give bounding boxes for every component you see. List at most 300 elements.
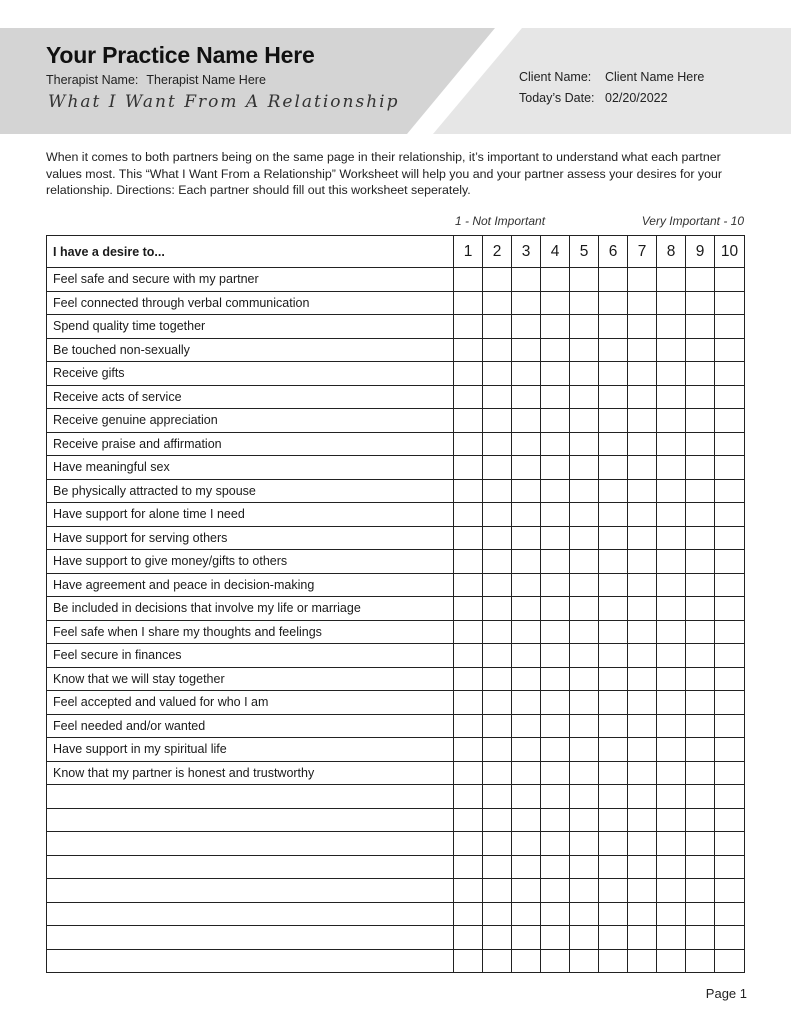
rating-cell-4[interactable] [541, 503, 570, 527]
rating-cell-5[interactable] [570, 855, 599, 879]
rating-cell-7[interactable] [628, 573, 657, 597]
rating-cell-1[interactable] [454, 714, 483, 738]
rating-cell-2[interactable] [483, 268, 512, 292]
rating-cell-6[interactable] [599, 479, 628, 503]
rating-cell-7[interactable] [628, 644, 657, 668]
rating-cell-7[interactable] [628, 362, 657, 386]
rating-cell-8[interactable] [657, 526, 686, 550]
rating-cell-3[interactable] [512, 526, 541, 550]
rating-cell-9[interactable] [686, 503, 715, 527]
rating-cell-10[interactable] [715, 456, 745, 480]
rating-cell-5[interactable] [570, 808, 599, 832]
rating-cell-1[interactable] [454, 879, 483, 903]
rating-cell-9[interactable] [686, 785, 715, 809]
rating-cell-9[interactable] [686, 808, 715, 832]
rating-cell-8[interactable] [657, 268, 686, 292]
rating-cell-6[interactable] [599, 456, 628, 480]
rating-cell-5[interactable] [570, 550, 599, 574]
rating-cell-5[interactable] [570, 761, 599, 785]
rating-cell-3[interactable] [512, 761, 541, 785]
rating-cell-4[interactable] [541, 667, 570, 691]
rating-cell-10[interactable] [715, 291, 745, 315]
rating-cell-5[interactable] [570, 714, 599, 738]
rating-cell-4[interactable] [541, 550, 570, 574]
rating-cell-5[interactable] [570, 315, 599, 339]
rating-cell-3[interactable] [512, 808, 541, 832]
rating-cell-7[interactable] [628, 291, 657, 315]
rating-cell-8[interactable] [657, 550, 686, 574]
rating-cell-2[interactable] [483, 667, 512, 691]
rating-cell-5[interactable] [570, 785, 599, 809]
rating-cell-6[interactable] [599, 855, 628, 879]
rating-cell-1[interactable] [454, 832, 483, 856]
rating-cell-1[interactable] [454, 808, 483, 832]
rating-cell-1[interactable] [454, 315, 483, 339]
rating-cell-3[interactable] [512, 315, 541, 339]
rating-cell-5[interactable] [570, 456, 599, 480]
rating-cell-10[interactable] [715, 738, 745, 762]
rating-cell-2[interactable] [483, 738, 512, 762]
rating-cell-4[interactable] [541, 291, 570, 315]
rating-cell-6[interactable] [599, 785, 628, 809]
rating-cell-3[interactable] [512, 550, 541, 574]
rating-cell-9[interactable] [686, 362, 715, 386]
rating-cell-5[interactable] [570, 926, 599, 950]
rating-cell-7[interactable] [628, 714, 657, 738]
rating-cell-2[interactable] [483, 526, 512, 550]
rating-cell-7[interactable] [628, 761, 657, 785]
rating-cell-5[interactable] [570, 479, 599, 503]
rating-cell-8[interactable] [657, 855, 686, 879]
rating-cell-6[interactable] [599, 879, 628, 903]
rating-cell-8[interactable] [657, 620, 686, 644]
rating-cell-6[interactable] [599, 432, 628, 456]
rating-cell-1[interactable] [454, 620, 483, 644]
rating-cell-3[interactable] [512, 714, 541, 738]
rating-cell-1[interactable] [454, 785, 483, 809]
rating-cell-5[interactable] [570, 385, 599, 409]
rating-cell-6[interactable] [599, 620, 628, 644]
rating-cell-8[interactable] [657, 644, 686, 668]
rating-cell-6[interactable] [599, 949, 628, 973]
rating-cell-10[interactable] [715, 832, 745, 856]
rating-cell-1[interactable] [454, 738, 483, 762]
rating-cell-6[interactable] [599, 691, 628, 715]
rating-cell-10[interactable] [715, 879, 745, 903]
rating-cell-3[interactable] [512, 479, 541, 503]
rating-cell-8[interactable] [657, 597, 686, 621]
rating-cell-3[interactable] [512, 738, 541, 762]
rating-cell-3[interactable] [512, 385, 541, 409]
rating-cell-9[interactable] [686, 926, 715, 950]
rating-cell-5[interactable] [570, 902, 599, 926]
rating-cell-1[interactable] [454, 362, 483, 386]
rating-cell-1[interactable] [454, 479, 483, 503]
rating-cell-5[interactable] [570, 879, 599, 903]
rating-cell-10[interactable] [715, 620, 745, 644]
rating-cell-10[interactable] [715, 597, 745, 621]
rating-cell-10[interactable] [715, 667, 745, 691]
rating-cell-8[interactable] [657, 714, 686, 738]
rating-cell-3[interactable] [512, 902, 541, 926]
rating-cell-7[interactable] [628, 409, 657, 433]
rating-cell-6[interactable] [599, 503, 628, 527]
rating-cell-4[interactable] [541, 573, 570, 597]
rating-cell-9[interactable] [686, 291, 715, 315]
rating-cell-6[interactable] [599, 315, 628, 339]
rating-cell-6[interactable] [599, 291, 628, 315]
rating-cell-3[interactable] [512, 691, 541, 715]
rating-cell-4[interactable] [541, 785, 570, 809]
rating-cell-6[interactable] [599, 808, 628, 832]
rating-cell-9[interactable] [686, 644, 715, 668]
rating-cell-8[interactable] [657, 879, 686, 903]
rating-cell-1[interactable] [454, 456, 483, 480]
client-name-field[interactable]: Client Name Here [605, 70, 705, 84]
rating-cell-2[interactable] [483, 503, 512, 527]
rating-cell-1[interactable] [454, 432, 483, 456]
rating-cell-4[interactable] [541, 949, 570, 973]
rating-cell-7[interactable] [628, 926, 657, 950]
rating-cell-1[interactable] [454, 526, 483, 550]
rating-cell-1[interactable] [454, 855, 483, 879]
rating-cell-4[interactable] [541, 409, 570, 433]
rating-cell-2[interactable] [483, 409, 512, 433]
rating-cell-2[interactable] [483, 291, 512, 315]
rating-cell-10[interactable] [715, 785, 745, 809]
rating-cell-10[interactable] [715, 644, 745, 668]
rating-cell-8[interactable] [657, 362, 686, 386]
rating-cell-8[interactable] [657, 691, 686, 715]
rating-cell-7[interactable] [628, 808, 657, 832]
rating-cell-2[interactable] [483, 362, 512, 386]
rating-cell-1[interactable] [454, 503, 483, 527]
rating-cell-3[interactable] [512, 785, 541, 809]
rating-cell-5[interactable] [570, 597, 599, 621]
rating-cell-8[interactable] [657, 291, 686, 315]
rating-cell-1[interactable] [454, 949, 483, 973]
rating-cell-9[interactable] [686, 315, 715, 339]
rating-cell-10[interactable] [715, 526, 745, 550]
rating-cell-7[interactable] [628, 503, 657, 527]
rating-cell-8[interactable] [657, 902, 686, 926]
rating-cell-9[interactable] [686, 597, 715, 621]
rating-cell-6[interactable] [599, 902, 628, 926]
rating-cell-3[interactable] [512, 432, 541, 456]
rating-cell-6[interactable] [599, 832, 628, 856]
rating-cell-9[interactable] [686, 456, 715, 480]
rating-cell-1[interactable] [454, 691, 483, 715]
rating-cell-10[interactable] [715, 902, 745, 926]
rating-cell-6[interactable] [599, 597, 628, 621]
rating-cell-5[interactable] [570, 832, 599, 856]
rating-cell-2[interactable] [483, 691, 512, 715]
rating-cell-2[interactable] [483, 432, 512, 456]
rating-cell-7[interactable] [628, 315, 657, 339]
rating-cell-9[interactable] [686, 338, 715, 362]
rating-cell-7[interactable] [628, 785, 657, 809]
rating-cell-5[interactable] [570, 691, 599, 715]
rating-cell-5[interactable] [570, 738, 599, 762]
rating-cell-9[interactable] [686, 714, 715, 738]
rating-cell-2[interactable] [483, 550, 512, 574]
rating-cell-10[interactable] [715, 315, 745, 339]
rating-cell-4[interactable] [541, 338, 570, 362]
rating-cell-4[interactable] [541, 832, 570, 856]
rating-cell-7[interactable] [628, 456, 657, 480]
rating-cell-2[interactable] [483, 926, 512, 950]
rating-cell-3[interactable] [512, 268, 541, 292]
rating-cell-3[interactable] [512, 362, 541, 386]
rating-cell-2[interactable] [483, 620, 512, 644]
rating-cell-2[interactable] [483, 808, 512, 832]
rating-cell-2[interactable] [483, 597, 512, 621]
rating-cell-8[interactable] [657, 573, 686, 597]
rating-cell-10[interactable] [715, 268, 745, 292]
rating-cell-9[interactable] [686, 949, 715, 973]
rating-cell-4[interactable] [541, 362, 570, 386]
rating-cell-7[interactable] [628, 738, 657, 762]
rating-cell-9[interactable] [686, 902, 715, 926]
rating-cell-8[interactable] [657, 315, 686, 339]
rating-cell-3[interactable] [512, 456, 541, 480]
rating-cell-10[interactable] [715, 926, 745, 950]
rating-cell-9[interactable] [686, 738, 715, 762]
rating-cell-8[interactable] [657, 667, 686, 691]
rating-cell-4[interactable] [541, 620, 570, 644]
rating-cell-5[interactable] [570, 409, 599, 433]
rating-cell-10[interactable] [715, 808, 745, 832]
rating-cell-4[interactable] [541, 738, 570, 762]
rating-cell-2[interactable] [483, 761, 512, 785]
rating-cell-8[interactable] [657, 926, 686, 950]
rating-cell-7[interactable] [628, 268, 657, 292]
rating-cell-9[interactable] [686, 855, 715, 879]
rating-cell-7[interactable] [628, 432, 657, 456]
therapist-name-field[interactable]: Therapist Name Here [146, 73, 266, 87]
rating-cell-9[interactable] [686, 879, 715, 903]
rating-cell-10[interactable] [715, 855, 745, 879]
rating-cell-7[interactable] [628, 902, 657, 926]
rating-cell-4[interactable] [541, 761, 570, 785]
rating-cell-9[interactable] [686, 526, 715, 550]
rating-cell-6[interactable] [599, 926, 628, 950]
rating-cell-6[interactable] [599, 573, 628, 597]
rating-cell-8[interactable] [657, 832, 686, 856]
rating-cell-3[interactable] [512, 338, 541, 362]
rating-cell-3[interactable] [512, 573, 541, 597]
rating-cell-8[interactable] [657, 338, 686, 362]
date-field[interactable]: 02/20/2022 [605, 91, 668, 105]
rating-cell-4[interactable] [541, 644, 570, 668]
rating-cell-8[interactable] [657, 785, 686, 809]
rating-cell-3[interactable] [512, 291, 541, 315]
rating-cell-3[interactable] [512, 667, 541, 691]
rating-cell-2[interactable] [483, 902, 512, 926]
rating-cell-4[interactable] [541, 597, 570, 621]
rating-cell-9[interactable] [686, 832, 715, 856]
rating-cell-10[interactable] [715, 503, 745, 527]
rating-cell-5[interactable] [570, 268, 599, 292]
rating-cell-4[interactable] [541, 808, 570, 832]
rating-cell-5[interactable] [570, 338, 599, 362]
rating-cell-1[interactable] [454, 338, 483, 362]
rating-cell-4[interactable] [541, 456, 570, 480]
rating-cell-9[interactable] [686, 432, 715, 456]
rating-cell-5[interactable] [570, 362, 599, 386]
rating-cell-2[interactable] [483, 949, 512, 973]
rating-cell-5[interactable] [570, 949, 599, 973]
rating-cell-7[interactable] [628, 550, 657, 574]
rating-cell-1[interactable] [454, 291, 483, 315]
rating-cell-2[interactable] [483, 644, 512, 668]
rating-cell-4[interactable] [541, 902, 570, 926]
rating-cell-6[interactable] [599, 268, 628, 292]
rating-cell-4[interactable] [541, 315, 570, 339]
rating-cell-3[interactable] [512, 926, 541, 950]
rating-cell-9[interactable] [686, 620, 715, 644]
rating-cell-3[interactable] [512, 879, 541, 903]
rating-cell-2[interactable] [483, 479, 512, 503]
rating-cell-7[interactable] [628, 855, 657, 879]
rating-cell-4[interactable] [541, 479, 570, 503]
rating-cell-10[interactable] [715, 479, 745, 503]
rating-cell-9[interactable] [686, 385, 715, 409]
rating-cell-1[interactable] [454, 573, 483, 597]
rating-cell-5[interactable] [570, 526, 599, 550]
rating-cell-8[interactable] [657, 738, 686, 762]
rating-cell-3[interactable] [512, 597, 541, 621]
rating-cell-6[interactable] [599, 338, 628, 362]
rating-cell-6[interactable] [599, 526, 628, 550]
rating-cell-3[interactable] [512, 644, 541, 668]
rating-cell-1[interactable] [454, 644, 483, 668]
rating-cell-7[interactable] [628, 385, 657, 409]
rating-cell-7[interactable] [628, 479, 657, 503]
rating-cell-10[interactable] [715, 432, 745, 456]
rating-cell-6[interactable] [599, 644, 628, 668]
rating-cell-4[interactable] [541, 268, 570, 292]
rating-cell-10[interactable] [715, 550, 745, 574]
rating-cell-4[interactable] [541, 691, 570, 715]
rating-cell-7[interactable] [628, 832, 657, 856]
rating-cell-3[interactable] [512, 855, 541, 879]
rating-cell-4[interactable] [541, 432, 570, 456]
rating-cell-8[interactable] [657, 503, 686, 527]
rating-cell-8[interactable] [657, 949, 686, 973]
rating-cell-6[interactable] [599, 667, 628, 691]
rating-cell-4[interactable] [541, 526, 570, 550]
rating-cell-7[interactable] [628, 338, 657, 362]
rating-cell-10[interactable] [715, 385, 745, 409]
rating-cell-9[interactable] [686, 550, 715, 574]
rating-cell-10[interactable] [715, 714, 745, 738]
rating-cell-8[interactable] [657, 409, 686, 433]
rating-cell-5[interactable] [570, 503, 599, 527]
rating-cell-2[interactable] [483, 785, 512, 809]
rating-cell-1[interactable] [454, 409, 483, 433]
rating-cell-9[interactable] [686, 573, 715, 597]
rating-cell-8[interactable] [657, 761, 686, 785]
rating-cell-10[interactable] [715, 338, 745, 362]
rating-cell-1[interactable] [454, 902, 483, 926]
rating-cell-1[interactable] [454, 926, 483, 950]
rating-cell-1[interactable] [454, 667, 483, 691]
rating-cell-7[interactable] [628, 597, 657, 621]
rating-cell-4[interactable] [541, 385, 570, 409]
rating-cell-7[interactable] [628, 620, 657, 644]
rating-cell-8[interactable] [657, 432, 686, 456]
rating-cell-2[interactable] [483, 456, 512, 480]
rating-cell-4[interactable] [541, 926, 570, 950]
rating-cell-8[interactable] [657, 479, 686, 503]
rating-cell-3[interactable] [512, 832, 541, 856]
rating-cell-6[interactable] [599, 714, 628, 738]
rating-cell-1[interactable] [454, 761, 483, 785]
rating-cell-6[interactable] [599, 362, 628, 386]
rating-cell-9[interactable] [686, 761, 715, 785]
rating-cell-7[interactable] [628, 667, 657, 691]
rating-cell-10[interactable] [715, 573, 745, 597]
rating-cell-2[interactable] [483, 879, 512, 903]
rating-cell-6[interactable] [599, 738, 628, 762]
rating-cell-7[interactable] [628, 949, 657, 973]
rating-cell-2[interactable] [483, 832, 512, 856]
rating-cell-9[interactable] [686, 691, 715, 715]
rating-cell-2[interactable] [483, 714, 512, 738]
rating-cell-6[interactable] [599, 550, 628, 574]
rating-cell-8[interactable] [657, 808, 686, 832]
rating-cell-5[interactable] [570, 573, 599, 597]
rating-cell-8[interactable] [657, 456, 686, 480]
rating-cell-4[interactable] [541, 879, 570, 903]
rating-cell-9[interactable] [686, 268, 715, 292]
rating-cell-4[interactable] [541, 714, 570, 738]
rating-cell-1[interactable] [454, 268, 483, 292]
rating-cell-10[interactable] [715, 409, 745, 433]
rating-cell-7[interactable] [628, 879, 657, 903]
rating-cell-2[interactable] [483, 855, 512, 879]
rating-cell-3[interactable] [512, 409, 541, 433]
rating-cell-5[interactable] [570, 432, 599, 456]
rating-cell-5[interactable] [570, 291, 599, 315]
rating-cell-5[interactable] [570, 644, 599, 668]
rating-cell-7[interactable] [628, 526, 657, 550]
rating-cell-2[interactable] [483, 385, 512, 409]
rating-cell-9[interactable] [686, 667, 715, 691]
rating-cell-7[interactable] [628, 691, 657, 715]
rating-cell-1[interactable] [454, 597, 483, 621]
rating-cell-4[interactable] [541, 855, 570, 879]
rating-cell-10[interactable] [715, 761, 745, 785]
rating-cell-10[interactable] [715, 691, 745, 715]
rating-cell-6[interactable] [599, 409, 628, 433]
rating-cell-3[interactable] [512, 949, 541, 973]
rating-cell-2[interactable] [483, 338, 512, 362]
rating-cell-9[interactable] [686, 479, 715, 503]
rating-cell-9[interactable] [686, 409, 715, 433]
rating-cell-3[interactable] [512, 620, 541, 644]
rating-cell-1[interactable] [454, 550, 483, 574]
rating-cell-3[interactable] [512, 503, 541, 527]
rating-cell-10[interactable] [715, 362, 745, 386]
rating-cell-6[interactable] [599, 385, 628, 409]
rating-cell-2[interactable] [483, 573, 512, 597]
rating-cell-8[interactable] [657, 385, 686, 409]
rating-cell-6[interactable] [599, 761, 628, 785]
rating-cell-5[interactable] [570, 620, 599, 644]
rating-cell-1[interactable] [454, 385, 483, 409]
